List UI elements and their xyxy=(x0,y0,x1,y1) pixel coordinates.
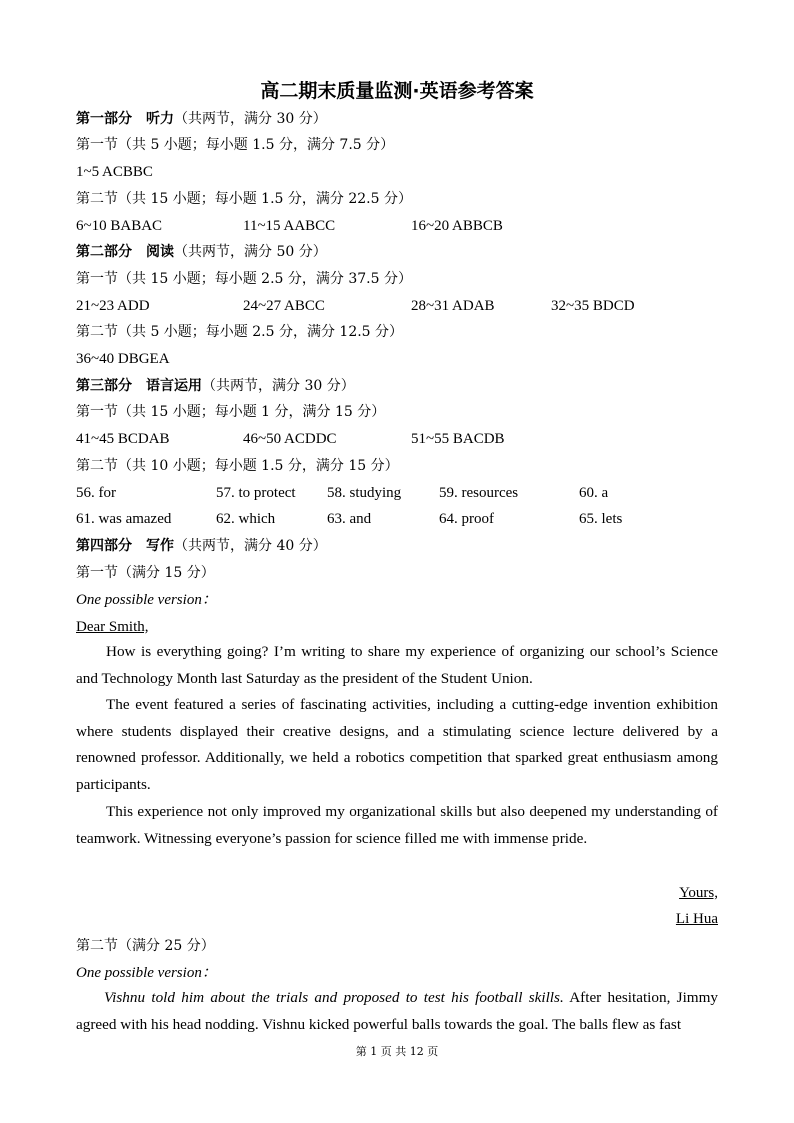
version-label-2: One possible version： xyxy=(76,965,217,981)
answer-word: 64. proof xyxy=(439,511,494,527)
answer-word: 65. lets xyxy=(579,511,623,527)
letter-salutation: Dear Smith, xyxy=(76,619,149,635)
answer-group: 36~40 DBGEA xyxy=(76,351,170,367)
answer-group: 51~55 BACDB xyxy=(411,431,505,447)
continuation-text: After hesitation, Jimmy agreed with his head nodding. Vishnu kicked powerful balls towards the goal. The balls flew as fast xyxy=(76,989,719,1033)
letter-closing: Yours, xyxy=(679,885,718,901)
answer-group: 21~23 ADD xyxy=(76,298,150,314)
answer-word: 59. resources xyxy=(439,485,519,501)
part2-note: （共两节，满分 50 分） xyxy=(174,244,327,260)
letter-signature-line xyxy=(76,909,718,929)
letter-paragraph-3: This experience not only improved my organizational skills but also deepened my understanding of teamwork. Witnessing everyone’s passion for science filled me with immense pride. xyxy=(76,803,718,847)
part4-note: （共两节，满分 40 分） xyxy=(174,538,327,554)
answer-group: 6~10 BABAC xyxy=(76,218,163,234)
answer-word: 63. and xyxy=(327,511,372,527)
answer-group: 46~50 ACDDC xyxy=(243,431,337,447)
p1s1-label: 第一节（共 5 小题；每小题 1.5 分，满分 7.5 分） xyxy=(76,137,395,153)
p3s1-label: 第一节（共 15 小题；每小题 1 分，满分 15 分） xyxy=(76,404,386,420)
part3-heading-line xyxy=(76,376,718,396)
part2-heading-line xyxy=(76,242,718,262)
p3s2-label: 第二节（共 10 小题；每小题 1.5 分，满分 15 分） xyxy=(76,458,399,474)
answer-word: 60. a xyxy=(579,485,609,501)
letter-signature: Li Hua xyxy=(675,911,718,927)
answer-word: 58. studying xyxy=(327,485,402,501)
part1-heading-line xyxy=(76,109,718,129)
part1-heading: 第一部分 听力 xyxy=(76,111,174,127)
p4s1-label: 第一节（满分 15 分） xyxy=(76,565,215,581)
answer-group: 28~31 ADAB xyxy=(411,298,495,314)
part2-heading: 第二部分 阅读 xyxy=(76,244,174,260)
answer-group: 32~35 BDCD xyxy=(551,298,635,314)
part4-heading-line xyxy=(76,536,718,556)
answer-word: 61. was amazed xyxy=(76,511,172,527)
part4-heading: 第四部分 写作 xyxy=(76,538,174,554)
continuation-paragraph xyxy=(76,985,718,1038)
answer-word: 56. for xyxy=(76,485,116,501)
p2s2-label: 第二节（共 5 小题；每小题 2.5 分，满分 12.5 分） xyxy=(76,324,404,340)
p2s1-label: 第一节（共 15 小题；每小题 2.5 分，满分 37.5 分） xyxy=(76,271,412,287)
answer-group: 1~5 ACBBC xyxy=(76,164,153,180)
answer-word: 62. which xyxy=(216,511,276,527)
version-label: One possible version： xyxy=(76,592,217,608)
part3-note: （共两节，满分 30 分） xyxy=(202,378,355,394)
answer-word: 57. to protect xyxy=(216,485,296,501)
letter-paragraph-1: How is everything going? I’m writing to share my experience of organizing our school’s Science and Technology Month last Saturday as the president of the Student Union. xyxy=(76,643,718,687)
answer-group: 24~27 ABCC xyxy=(243,298,325,314)
answer-group: 11~15 AABCC xyxy=(243,218,336,234)
page-title: 高二期末质量监测·英语参考答案 xyxy=(260,80,534,102)
answer-group: 41~45 BCDAB xyxy=(76,431,170,447)
page-footer: 第 1 页 共 12 页 xyxy=(355,1045,439,1058)
letter-closing-line xyxy=(76,883,718,903)
part1-note: （共两节，满分 30 分） xyxy=(174,111,327,127)
continuation-lead: Vishnu told him about the trials and proposed to test his football skills. xyxy=(104,989,564,1006)
answer-group: 16~20 ABBCB xyxy=(411,218,503,234)
p1s2-label: 第二节（共 15 小题；每小题 1.5 分，满分 22.5 分） xyxy=(76,191,412,207)
p4s2-label: 第二节（满分 25 分） xyxy=(76,938,215,954)
part3-heading: 第三部分 语言运用 xyxy=(76,378,202,394)
letter-paragraph-2: The event featured a series of fascinating activities, including a cutting-edge invention exhibition where students displayed their creative designs, and a stimulating science lecture delivered by a renowned professor. Additionally, we held a robotics competition that sparked great enthusiasm among participants. xyxy=(76,696,718,793)
